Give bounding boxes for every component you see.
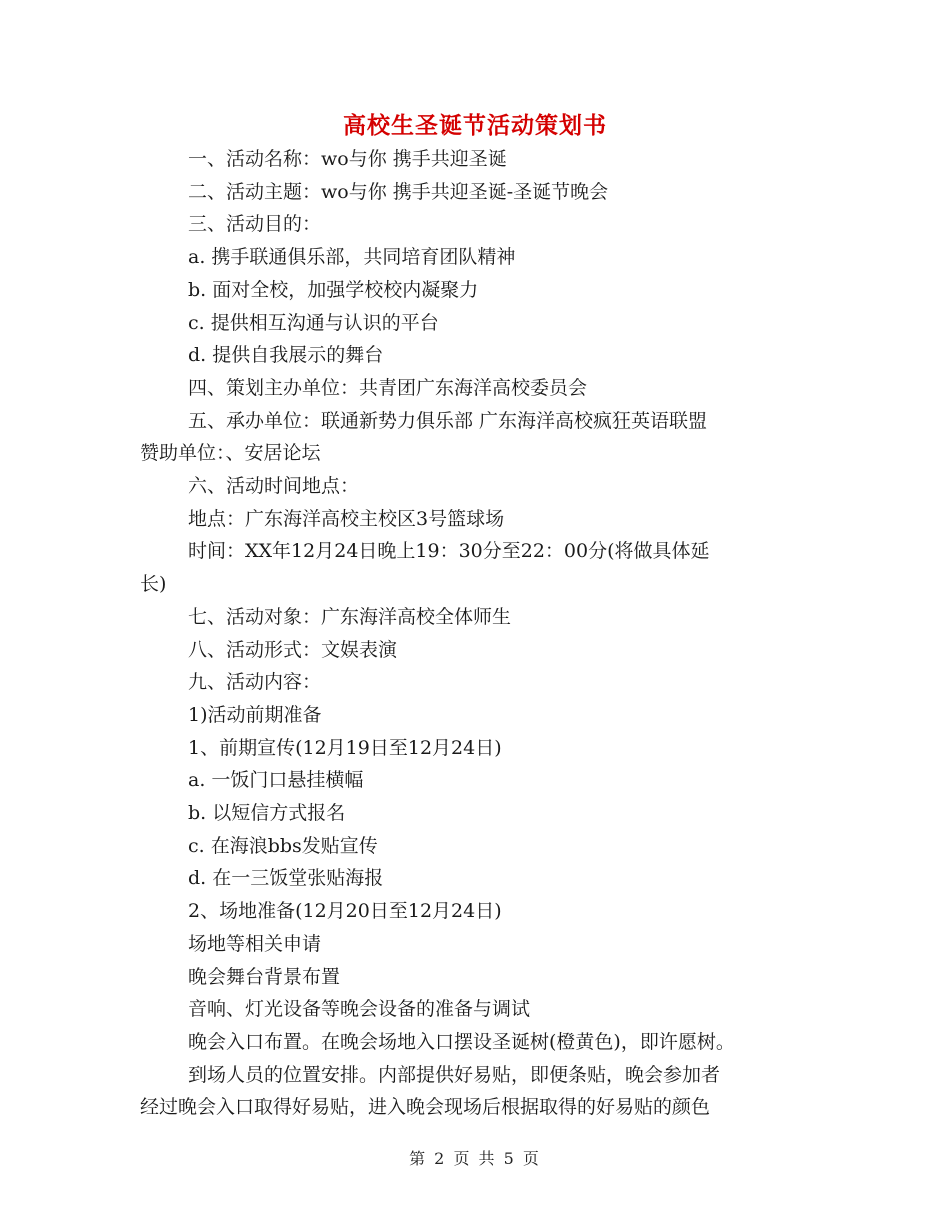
text-line: 2、场地准备(12月20日至12月24日) xyxy=(188,900,502,923)
page-number: 第 2 页 共 5 页 xyxy=(409,1149,541,1168)
text-line: b. 面对全校，加强学校校内凝聚力 xyxy=(188,278,479,301)
text-line: 晚会舞台背景布置 xyxy=(188,965,341,988)
text-line: 地点：广东海洋高校主校区3号篮球场 xyxy=(188,507,505,530)
text-line: 一、活动名称：wo与你 携手共迎圣诞 xyxy=(188,148,507,170)
text-line: b. 以短信方式报名 xyxy=(188,802,346,825)
text-line: 长) xyxy=(140,573,167,596)
text-line: 赞助单位：、安居论坛 xyxy=(140,442,321,465)
text-line: 场地等相关申请 xyxy=(188,932,322,955)
text-line: 晚会入口布置。在晚会场地入口摆设圣诞树(橙黄色)，即许愿树。 xyxy=(188,1030,735,1053)
text-line: d. 提供自我展示的舞台 xyxy=(188,344,384,367)
text-line: 七、活动对象：广东海洋高校全体师生 xyxy=(188,605,512,628)
text-line: 三、活动目的： xyxy=(188,213,322,236)
text-line: 1、前期宣传(12月19日至12月24日) xyxy=(188,736,502,759)
text-line: 二、活动主题：wo与你 携手共迎圣诞-圣诞节晚会 xyxy=(188,180,609,203)
text-line: 六、活动时间地点： xyxy=(188,475,360,498)
text-line: 到场人员的位置安排。内部提供好易贴，即便条贴，晚会参加者 xyxy=(188,1063,721,1086)
text-line: a. 携手联通俱乐部，共同培育团队精神 xyxy=(188,246,516,269)
text-line: 1)活动前期准备 xyxy=(188,703,322,726)
text-line: a. 一饭门口悬挂横幅 xyxy=(188,769,364,792)
text-line: d. 在一三饭堂张贴海报 xyxy=(188,867,384,890)
text-line: c. 在海浪bbs发贴宣传 xyxy=(188,834,378,857)
text-line: 八、活动形式：文娱表演 xyxy=(188,638,398,661)
text-line: 五、承办单位：联通新势力俱乐部 广东海洋高校疯狂英语联盟 xyxy=(188,409,708,432)
text-line: 音响、灯光设备等晚会设备的准备与调试 xyxy=(188,998,531,1021)
text-line: 九、活动内容： xyxy=(188,671,322,694)
text-line: c. 提供相互沟通与认识的平台 xyxy=(188,311,439,334)
document-title: 高校生圣诞节活动策划书 xyxy=(343,112,607,139)
document-body xyxy=(140,143,820,1124)
text-line: 经过晚会入口取得好易贴，进入晚会现场后根据取得的好易贴的颜色 xyxy=(140,1096,711,1119)
text-line: 四、策划主办单位：共青团广东海洋高校委员会 xyxy=(188,376,588,399)
text-line: 时间：XX年12月24日晚上19：30分至22：00分(将做具体延 xyxy=(188,540,710,563)
